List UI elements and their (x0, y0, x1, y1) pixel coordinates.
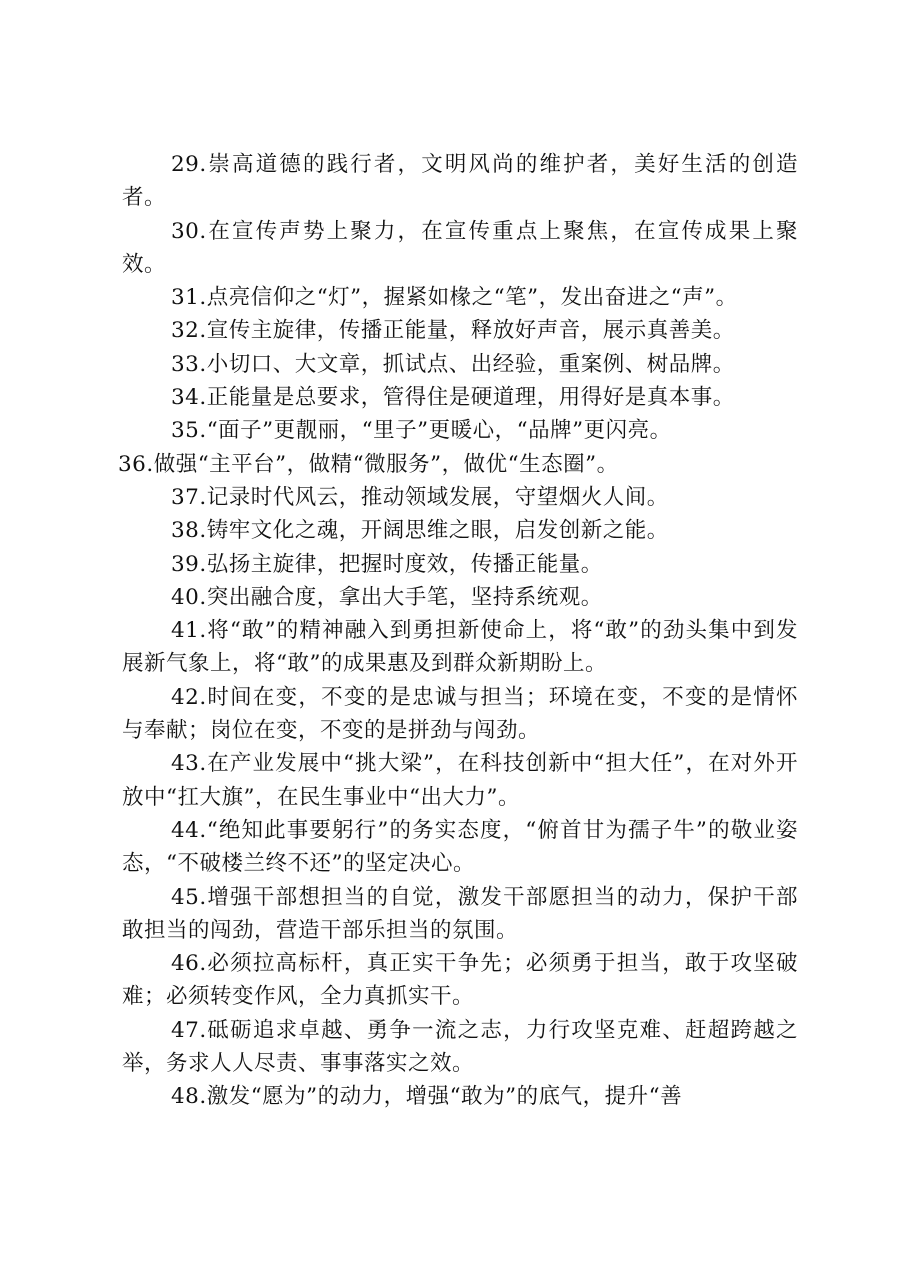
paragraph-41: 41.将“敢”的精神融入到勇担新使命上，将“敢”的劲头集中到发展新气象上，将“敢”的成果惠及到群众新期盼上。 (122, 618, 798, 677)
paragraph-45: 45.增强干部想担当的自觉，激发干部愿担当的动力，保护干部敢担当的闯劲，营造干部乐担当的氛围。 (122, 884, 798, 943)
paragraph-37: 37.记录时代风云，推动领域发展，守望烟火人间。 (171, 484, 669, 510)
paragraph-36: 36.做强“主平台”，做精“微服务”，做优“生态圈”。 (118, 451, 619, 477)
paragraph-29: 29.崇高道德的践行者，文明风尚的维护者，美好生活的创造者。 (122, 152, 798, 211)
paragraph-43: 43.在产业发展中“挑大梁”，在科技创新中“担大任”，在对外开放中“扛大旗”，在民生事业中“出大力”。 (122, 751, 798, 810)
paragraph-35: 35.“面子”更靓丽，“里子”更暖心，“品牌”更闪亮。 (171, 418, 672, 444)
paragraph-30: 30.在宣传声势上聚力，在宣传重点上聚焦，在宣传成果上聚效。 (122, 218, 798, 277)
paragraph-32: 32.宣传主旋律，传播正能量，释放好声音，展示真善美。 (171, 318, 735, 344)
paragraph-48: 48.激发“愿为”的动力，增强“敢为”的底气，提升“善 (171, 1084, 683, 1110)
paragraph-39: 39.弘扬主旋律，把握时度效，传播正能量。 (171, 551, 603, 577)
paragraph-33: 33.小切口、大文章，抓试点、出经验，重案例、树品牌。 (171, 351, 735, 377)
paragraph-40: 40.突出融合度，拿出大手笔，坚持系统观。 (171, 584, 603, 610)
document-page (118, 148, 798, 1114)
paragraph-47: 47.砥砺追求卓越、勇争一流之志，力行攻坚克难、赶超跨越之举，务求人人尽责、事事落实之效。 (122, 1017, 798, 1077)
paragraph-44: 44.“绝知此事要躬行”的务实态度，“俯首甘为孺子牛”的敬业姿态，“不破楼兰终不还”的坚定决心。 (122, 817, 798, 877)
paragraph-42: 42.时间在变，不变的是忠诚与担当；环境在变，不变的是情怀与奉献；岗位在变，不变的是拼劲与闯劲。 (122, 684, 798, 744)
paragraph-38: 38.铸牢文化之魂，开阔思维之眼，启发创新之能。 (171, 518, 669, 544)
paragraph-46: 46.必须拉高标杆，真正实干争先；必须勇于担当，敢于攻坚破难；必须转变作风，全力真抓实干。 (122, 951, 798, 1010)
paragraph-31: 31.点亮信仰之“灯”，握紧如椽之“笔”，发出奋进之“声”。 (171, 285, 738, 311)
paragraph-34: 34.正能量是总要求，管得住是硬道理，用得好是真本事。 (171, 385, 735, 411)
